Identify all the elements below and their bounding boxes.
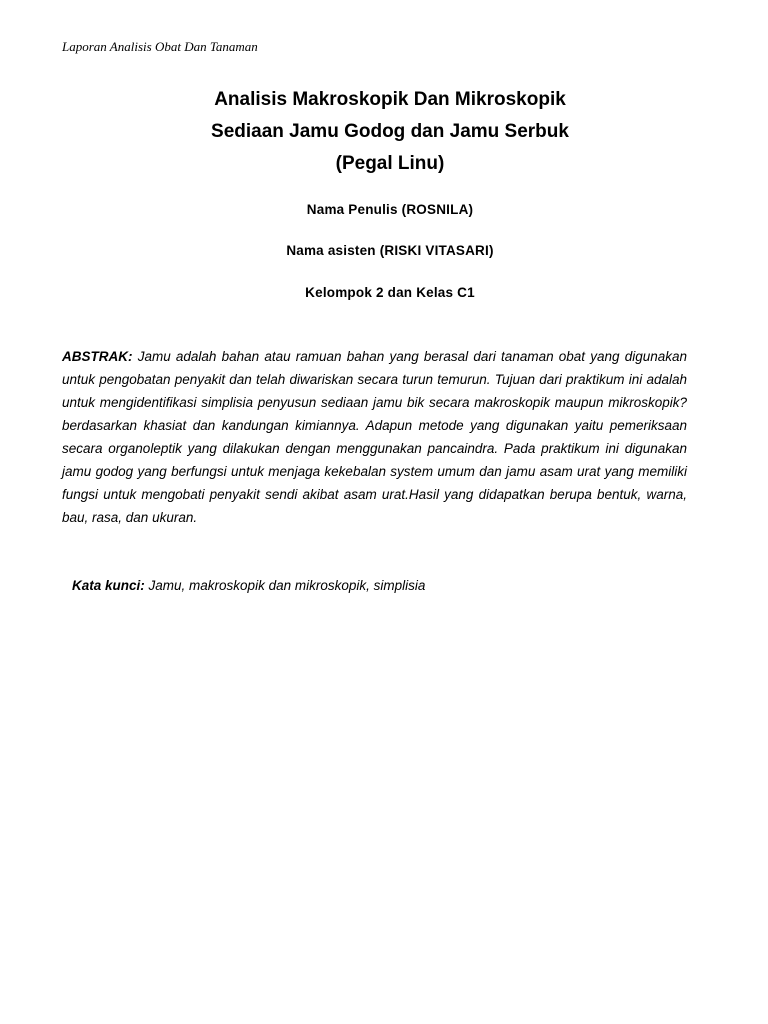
assistant-name: Nama asisten (RISKI VITASARI): [286, 243, 494, 258]
abstract-paragraph: [62, 345, 687, 529]
title-line-2: Sediaan Jamu Godog dan Jamu Serbuk: [211, 121, 569, 142]
keywords-text: Jamu, makroskopik dan mikroskopik, simplisia: [148, 578, 426, 593]
abstract-label: ABSTRAK:: [62, 349, 138, 364]
title-line-1: Analisis Makroskopik Dan Mikroskopik: [214, 89, 566, 110]
keywords-line: [72, 578, 425, 593]
title-block: [0, 84, 768, 180]
title-line-3: (Pegal Linu): [335, 153, 445, 174]
keywords-label: Kata kunci:: [72, 578, 149, 593]
group-class: Kelompok 2 dan Kelas C1: [305, 285, 475, 300]
abstract-text: Jamu adalah bahan atau ramuan bahan yang berasal dari tanaman obat yang digunakan untuk pengobatan penyakit dan telah diwariskan secara turun temurun. Tujuan dari praktikum ini adalah untuk mengidentifikasi simplisia penyusun sediaan jamu bik secara makroskopik maupun mikroskopik? berdasarkan khasiat dan kandungan kimiannya. Adapun metode yang digunakan yaitu pemeriksaan secara organoleptik yang dilakukan dengan menggunakan pancaindra. Pada praktikum ini digunakan jamu godog yang berfungsi untuk menjaga kekebalan system umum dan jamu asam urat yang memiliki fungsi untuk mengobati penyakit sendi akibat asam urat.Hasil yang didapatkan berupa bentuk, warna, bau, rasa, dan ukuran.: [62, 349, 687, 525]
running-header: Laporan Analisis Obat Dan Tanaman: [62, 39, 258, 54]
author-name: Nama Penulis (ROSNILA): [306, 202, 474, 217]
